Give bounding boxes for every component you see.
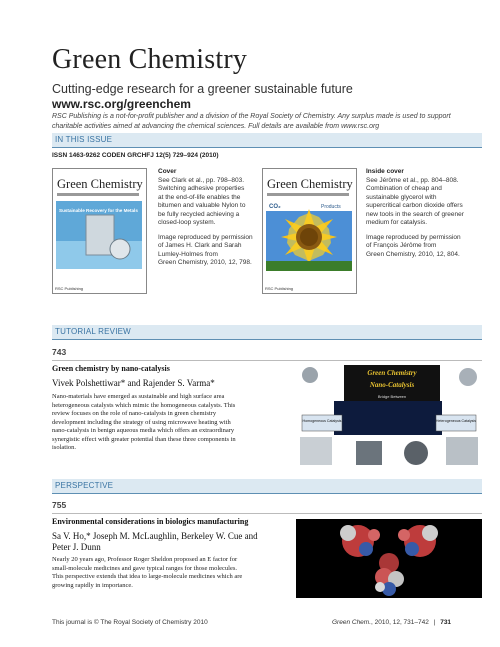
cover-credit-line: Image reproduced by permission <box>158 233 253 241</box>
journal-title: Green Chemistry <box>52 44 248 75</box>
cover-line: at the end-of-life enables the <box>158 193 241 201</box>
cover-image-title: Green Chemistry <box>57 177 143 191</box>
inside-cover-image-title: Green Chemistry <box>267 177 353 191</box>
tutorial-review-header <box>52 325 482 340</box>
inside-cover-credit-line: of François Jérôme from <box>366 242 437 249</box>
inside-cover-line: See Jérôme et al., pp. 804–808. <box>366 176 459 184</box>
inside-cover-credit-line: Green Chemistry, 2010, 12, 804. <box>366 250 460 258</box>
perspective-header <box>52 479 482 494</box>
tutorial-abstract-line: review focuses on the role of nano-catalysts in green chemistry <box>52 410 217 417</box>
perspective-authors <box>52 531 258 553</box>
tutorial-abstract-line: isolation. <box>52 444 77 451</box>
figure-title-nano-catalysis: Nano-Catalysis <box>369 381 415 389</box>
inside-cover-credit-line: Image reproduced by permission <box>366 233 461 241</box>
nano-catalysis-graphic <box>296 365 482 470</box>
tutorial-review-label: TUTORIAL REVIEW <box>55 327 131 336</box>
figure-homogeneous-label: Homogeneous Catalysis <box>302 419 342 423</box>
perspective-abstract-line: Nearly 20 years ago, Professor Roger Sheldon proposed an E factor for <box>52 556 238 563</box>
perspective-article-title[interactable]: Environmental considerations in biologics manufacturing <box>52 517 249 526</box>
in-this-issue-header <box>52 133 482 148</box>
tutorial-abstract-line: Nano-materials have emerged as sustainable and high surface area <box>52 393 225 400</box>
tutorial-abstract-line: development including the strategy of using microwave heating with <box>52 418 231 426</box>
inside-cover-line: Combination of cheap and <box>366 185 442 192</box>
figure-bridge-label: Bridge Between <box>377 394 407 399</box>
perspective-authors-line: Sa V. Ho,* Joseph M. McLaughlin, Berkeley W. Cue and <box>52 531 258 541</box>
tutorial-article-title[interactable]: Green chemistry by nano-catalysis <box>52 364 170 373</box>
inside-cover-image-publisher: RSC Publishing <box>265 286 294 291</box>
tutorial-divider <box>52 360 482 361</box>
cover-description <box>158 168 258 268</box>
cover-credit-line: of James H. Clark and Sarah <box>158 242 242 249</box>
inside-cover-line: supercritical carbon dioxide offers <box>366 202 463 209</box>
cover-artwork <box>56 201 142 269</box>
perspective-label: PERSPECTIVE <box>55 481 114 490</box>
perspective-page-number: 755 <box>52 500 67 510</box>
inside-cover-artwork <box>266 199 352 271</box>
inside-cover-heading: Inside cover <box>366 168 404 175</box>
journal-url[interactable]: www.rsc.org/greenchem <box>52 97 191 111</box>
tutorial-abstract-line: heterogeneous catalysts which mimic the homogeneous catalysts. This <box>52 401 236 409</box>
journal-tagline: Cutting-edge research for a greener sustainable future <box>52 82 353 96</box>
cover-credit-line: Lumley-Holmes from <box>158 250 218 258</box>
figure-heterogeneous-label: Heterogeneous Catalysis <box>435 419 477 423</box>
page-number: 731 <box>440 619 452 626</box>
inside-cover-line: medium for catalysis. <box>366 219 428 226</box>
tutorial-abstract-line: synergistic effect with greater potential than these three components in <box>52 435 236 443</box>
inside-cover-image <box>262 168 357 294</box>
figure-title-green-chemistry: Green Chemistry <box>367 369 417 377</box>
cover-line: bitumen and valuable Nylon to <box>158 202 246 209</box>
inside-cover-image-subtitle-bar <box>267 193 349 196</box>
perspective-divider <box>52 513 482 514</box>
inside-cover-line: new tools in the search of greener <box>366 210 464 218</box>
cover-credit-line: Green Chemistry, 2010, 12, 798. <box>158 259 252 266</box>
cover-line: Switching adhesive properties <box>158 185 245 192</box>
tutorial-abstract <box>52 393 274 453</box>
citation-separator: | <box>433 619 436 626</box>
inside-cover-description <box>366 168 486 259</box>
cover-line: See Clark et al., pp. 798–803. <box>158 176 245 184</box>
cover-heading: Cover <box>158 168 177 175</box>
cover-image <box>52 168 147 294</box>
citation-footer <box>332 619 451 626</box>
products-label: Products <box>321 204 341 210</box>
tutorial-abstract-line: nano-catalysis in benign aqueous media which offers an extraordinary <box>52 427 235 434</box>
perspective-abstract <box>52 556 288 590</box>
citation-journal: Green Chem. <box>332 619 372 626</box>
issn-line: ISSN 1463-9262 CODEN GRCHFJ 12(5) 729–924 (2010) <box>52 152 219 159</box>
perspective-authors-line: Peter J. Dunn <box>52 542 101 552</box>
publisher-note: RSC Publishing is a not-for-profit publisher and a division of the Royal Society of Chemistry. Any surplus made is used to support charitable activities aimed at advancing the chemical sciences. Full details are available from www.rsc.org <box>52 113 451 130</box>
tutorial-page-number: 743 <box>52 347 67 357</box>
co2-label: CO₂ <box>269 204 281 210</box>
in-this-issue-label: IN THIS ISSUE <box>55 135 113 144</box>
perspective-abstract-line: small-molecule medicines and gave typical ranges for those molecules. <box>52 564 238 572</box>
perspective-abstract-line: growing rapidly in importance. <box>52 581 133 589</box>
antibody-molecule-image <box>296 519 482 598</box>
perspective-abstract-line: This perspective extends that idea to large-molecule medicines which are <box>52 573 243 580</box>
tutorial-authors: Vivek Polshettiwar* and Rajender S. Varma* <box>52 378 215 388</box>
citation-details: , 2010, 12, 731–742 <box>371 619 429 626</box>
cover-line: be fully recycled achieving a <box>158 210 240 218</box>
cover-image-subtitle-bar <box>57 193 139 196</box>
cover-line: closed-loop system. <box>158 219 216 226</box>
inside-cover-line: sustainable glycerol with <box>366 193 437 201</box>
cover-overlay-text: Sustainable Recovery for the Metals <box>59 208 138 213</box>
cover-image-publisher: RSC Publishing <box>55 286 84 291</box>
copyright-footer: This journal is © The Royal Society of Chemistry 2010 <box>52 619 208 626</box>
